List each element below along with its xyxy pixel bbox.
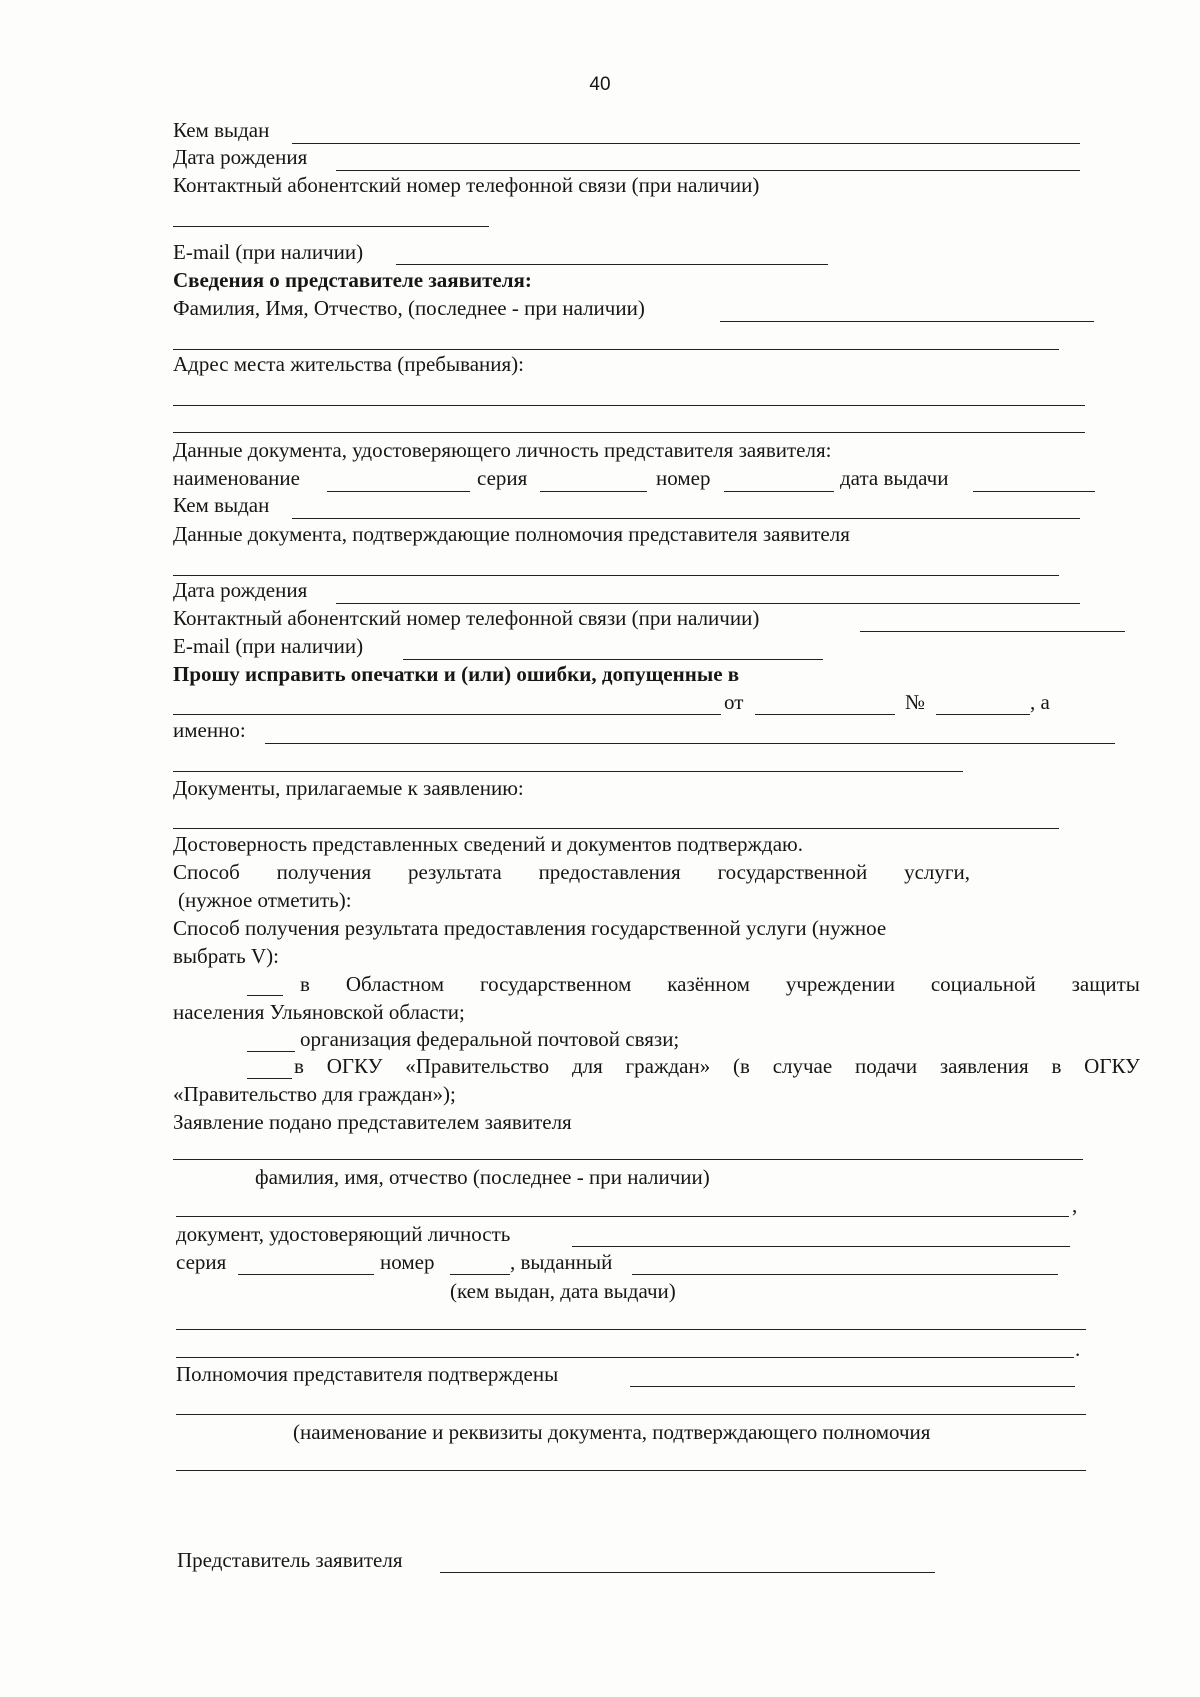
option3-word: в <box>1051 1054 1062 1078</box>
representative-email-field[interactable] <box>403 659 823 660</box>
submitted-label: Заявление подано представителем заявителя <box>173 1110 572 1134</box>
method1-word: услуги, <box>904 860 970 884</box>
submitted-id-doc-label: документ, удостоверяющий личность <box>176 1222 511 1246</box>
page-number: 40 <box>589 74 611 95</box>
representative-birth-date-field[interactable] <box>336 603 1080 604</box>
representative-issued-by-field[interactable] <box>292 518 1080 519</box>
request-number-field[interactable] <box>936 714 1030 715</box>
option1-word: в <box>300 972 310 996</box>
representative-doc-number-field[interactable] <box>724 491 834 492</box>
submitted-series-field[interactable] <box>238 1274 374 1275</box>
option3-checkbox-field[interactable] <box>247 1078 292 1079</box>
option3-word: граждан» <box>625 1054 711 1078</box>
representative-id-doc-label: Данные документа, удостоверяющего личность представителя заявителя: <box>173 438 832 462</box>
submitted-series-label: серия <box>176 1250 227 1274</box>
option1-word: казённом <box>667 972 750 996</box>
request-comma-a: , а <box>1030 690 1050 714</box>
option3-word: ОГКУ <box>326 1054 383 1078</box>
option3-word: в <box>294 1054 304 1078</box>
applicant-email-field[interactable] <box>396 264 828 265</box>
signature-label: Представитель заявителя <box>177 1548 403 1572</box>
representative-doc-series-label: серия <box>477 466 528 490</box>
representative-phone-label: Контактный абонентский номер телефонной связи (при наличии) <box>173 606 760 630</box>
submitted-period: . <box>1075 1337 1081 1361</box>
submitted-number-field[interactable] <box>450 1274 510 1275</box>
option3-word: случае <box>772 1054 833 1078</box>
applicant-email-label: E-mail (при наличии) <box>173 240 364 264</box>
request-heading: Прошу исправить опечатки и (или) ошибки, допущенные в <box>173 662 740 686</box>
applicant-issued-by-label: Кем выдан <box>173 118 270 142</box>
representative-fio-field[interactable] <box>720 321 1094 322</box>
option3-word: «Правительство <box>405 1054 550 1078</box>
attachments-label: Документы, прилагаемые к заявлению: <box>173 776 524 800</box>
representative-authority-doc-label: Данные документа, подтверждающие полномочия представителя заявителя <box>173 522 850 546</box>
submitted-comma: , <box>1072 1193 1078 1217</box>
representative-doc-name-label: наименование <box>173 466 300 490</box>
submitted-fio-caption: фамилия, имя, отчество (последнее - при наличии) <box>255 1165 710 1189</box>
representative-fio-field-line2[interactable] <box>173 349 1059 350</box>
representative-doc-issue-date-field[interactable] <box>973 491 1095 492</box>
representative-issued-by-label: Кем выдан <box>173 493 270 517</box>
representative-address-field-line2[interactable] <box>173 432 1085 433</box>
representative-doc-series-field[interactable] <box>540 491 647 492</box>
submitted-authority-caption: (наименование и реквизиты документа, подтверждающего полномочия <box>293 1420 931 1444</box>
signature-field[interactable] <box>440 1572 935 1573</box>
method1-line2: (нужное отметить): <box>178 888 352 912</box>
request-namely-field-line2[interactable] <box>173 771 963 772</box>
applicant-birth-date-label: Дата рождения <box>173 145 308 169</box>
option2-checkbox-field[interactable] <box>247 1051 295 1052</box>
submitted-issued-label: , выданный <box>510 1250 613 1274</box>
submitted-issued-field-line3[interactable] <box>176 1357 1074 1358</box>
submitted-authority-label: Полномочия представителя подтверждены <box>176 1362 559 1386</box>
method2-line1: Способ получения результата предоставления государственной услуги (нужное <box>173 916 887 940</box>
request-namely-field[interactable] <box>265 743 1115 744</box>
attachments-field[interactable] <box>173 828 1059 829</box>
applicant-phone-field[interactable] <box>173 226 489 227</box>
option1-word: государственном <box>480 972 632 996</box>
representative-address-label: Адрес места жительства (пребывания): <box>173 352 525 376</box>
option3-word: подачи <box>854 1054 918 1078</box>
option1-word: защиты <box>1071 972 1140 996</box>
representative-doc-name-field[interactable] <box>327 491 470 492</box>
representative-email-label: E-mail (при наличии) <box>173 634 364 658</box>
option1-line1 <box>300 972 1140 996</box>
submitted-fio-field[interactable] <box>173 1159 1083 1160</box>
option3-word: для <box>571 1054 603 1078</box>
representative-heading: Сведения о представителе заявителя: <box>173 268 532 292</box>
option1-word: учреждении <box>785 972 895 996</box>
request-from-label: от <box>724 690 744 714</box>
applicant-issued-by-field[interactable] <box>292 143 1080 144</box>
representative-birth-date-label: Дата рождения <box>173 578 308 602</box>
representative-fio-label: Фамилия, Имя, Отчество, (последнее - при наличии) <box>173 296 645 320</box>
submitted-issued-field[interactable] <box>632 1274 1058 1275</box>
option3-word: ОГКУ <box>1084 1054 1140 1078</box>
submitted-authority-field[interactable] <box>630 1386 1075 1387</box>
method1-line1 <box>173 860 970 884</box>
representative-authority-doc-field[interactable] <box>173 575 1059 576</box>
method1-word: получения <box>276 860 372 884</box>
method1-word: предоставления <box>538 860 681 884</box>
method1-word: государственной <box>717 860 868 884</box>
applicant-phone-label: Контактный абонентский номер телефонной связи (при наличии) <box>173 173 760 197</box>
submitted-number-label: номер <box>380 1250 435 1274</box>
option1-line2: населения Ульяновской области; <box>173 1000 465 1024</box>
request-date-field[interactable] <box>755 714 895 715</box>
option1-checkbox-field[interactable] <box>247 995 283 996</box>
option3-word: заявления <box>939 1054 1029 1078</box>
representative-phone-field[interactable] <box>860 631 1125 632</box>
method2-line2: выбрать V): <box>173 944 279 968</box>
representative-doc-issue-date-label: дата выдачи <box>840 466 949 490</box>
request-number-sign: № <box>905 690 926 714</box>
submitted-id-doc-field[interactable] <box>572 1246 1070 1247</box>
submitted-fio-field-line2[interactable] <box>176 1216 1069 1217</box>
applicant-birth-date-field[interactable] <box>336 170 1080 171</box>
request-document-field[interactable] <box>173 714 721 715</box>
option1-word: социальной <box>930 972 1036 996</box>
confirmation-text: Достоверность представленных сведений и документов подтверждаю. <box>173 832 803 856</box>
method1-word: Способ <box>173 860 240 884</box>
method1-word: результата <box>407 860 502 884</box>
representative-doc-number-label: номер <box>656 466 711 490</box>
option3-line1 <box>294 1054 1140 1078</box>
option3-word: (в <box>733 1054 750 1078</box>
submitted-issued-caption: (кем выдан, дата выдачи) <box>450 1279 676 1303</box>
option2-text: организация федеральной почтовой связи; <box>300 1027 680 1051</box>
option3-line2: «Правительство для граждан»); <box>173 1082 456 1106</box>
submitted-authority-field-line2[interactable] <box>176 1414 1086 1415</box>
request-namely-label: именно: <box>173 718 246 742</box>
representative-address-field[interactable] <box>173 405 1085 406</box>
submitted-issued-field-line2[interactable] <box>176 1329 1086 1330</box>
option1-word: Областном <box>345 972 445 996</box>
submitted-authority-field-line3[interactable] <box>176 1470 1086 1471</box>
